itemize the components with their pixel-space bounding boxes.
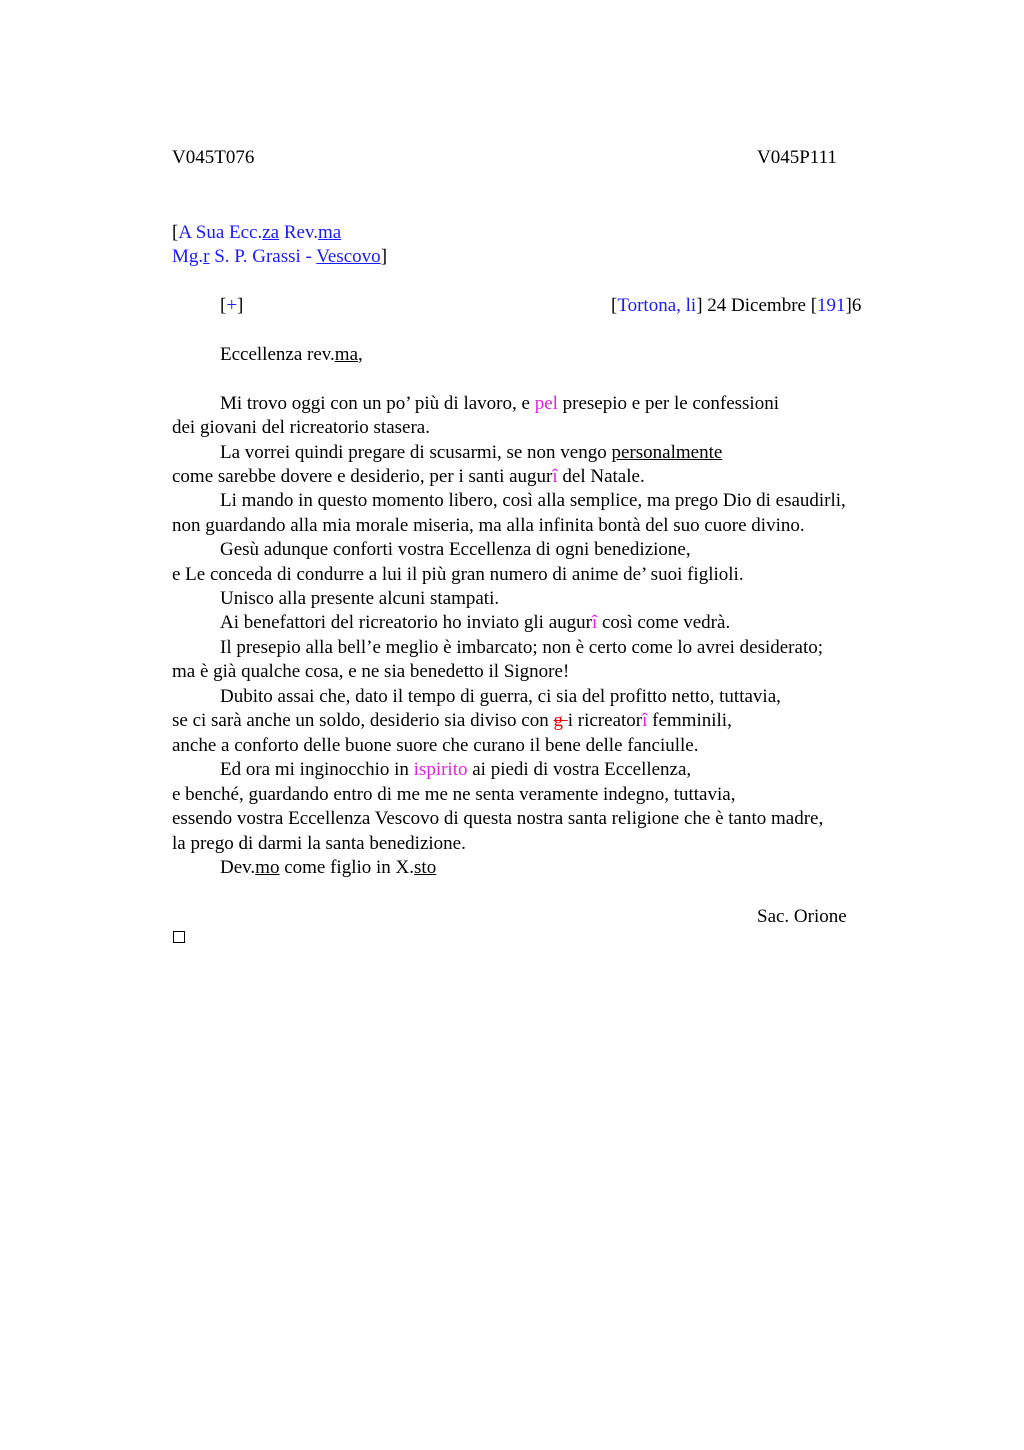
body-underlined: personalmente xyxy=(611,442,723,463)
body-line-15: anche a conforto delle buone suore che curano il bene delle fanciulle. xyxy=(172,735,699,756)
body-line-18: essendo vostra Eccellenza Vescovo di questa nostra santa religione che è tanto madre, xyxy=(172,808,824,829)
body-line-9: Unisco alla presente alcuni stampati. xyxy=(220,588,500,609)
closing-line xyxy=(220,856,436,880)
body-line-14 xyxy=(172,709,732,733)
body-text: se ci sarà anche un soldo, desiderio sia diviso con xyxy=(172,710,554,731)
body-underlined: mo xyxy=(255,857,280,878)
body-text: come figlio in X. xyxy=(279,857,415,878)
body-line-16 xyxy=(220,758,691,782)
bracket: ] xyxy=(845,295,852,316)
bracket: [ xyxy=(172,222,179,243)
body-text: ai piedi di vostra Eccellenza, xyxy=(467,759,692,780)
letter-date xyxy=(611,294,861,318)
body-line-12: ma è già qualche cosa, e ne sia benedetto il Signore! xyxy=(172,661,570,682)
body-line-3 xyxy=(220,441,722,465)
body-line-2: dei giovani del ricreatorio stasera. xyxy=(172,417,430,438)
body-line-5: Li mando in questo momento libero, così alla semplice, ma prego Dio di esaudirli, xyxy=(220,490,846,511)
salutation xyxy=(220,343,363,367)
date-year-end: 6 xyxy=(851,295,862,316)
salutation-text: Eccellenza rev. xyxy=(220,344,335,365)
body-line-6: non guardando alla mia morale miseria, ma alla infinita bontà del suo cuore divino. xyxy=(172,515,805,536)
body-line-17: e benché, guardando entro di me me ne senta veramente indegno, tuttavia, xyxy=(172,784,736,805)
body-text: così come vedrà. xyxy=(597,612,731,633)
body-text: presepio e per le confessioni xyxy=(557,393,779,414)
address-line-1 xyxy=(172,221,341,245)
body-text: Ai benefattori del ricreatorio ho inviato gli augur xyxy=(220,612,592,633)
date-year-part: 191 xyxy=(817,295,846,316)
body-correction: î xyxy=(552,466,558,487)
body-text: Dev. xyxy=(220,857,256,878)
address-abbrev: ma xyxy=(317,222,342,243)
bracket: ] xyxy=(696,295,703,316)
body-line-1 xyxy=(220,392,779,416)
body-text: La vorrei quindi pregare di scusarmi, se non vengo xyxy=(220,442,612,463)
body-line-13: Dubito assai che, dato il tempo di guerra, ci sia del profitto netto, tuttavia, xyxy=(220,686,781,707)
body-line-7: Gesù adunque conforti vostra Eccellenza di ogni benedizione, xyxy=(220,539,691,560)
body-correction: ispirito xyxy=(413,759,468,780)
date-place: Tortona, li xyxy=(617,295,697,316)
bracket: [ xyxy=(810,295,818,316)
bracket: ] xyxy=(237,295,244,316)
body-correction: pel xyxy=(534,393,558,414)
address-text: S. P. Grassi - xyxy=(209,246,317,267)
bracket: [ xyxy=(611,295,618,316)
salutation-comma: , xyxy=(358,344,363,365)
date-day-month: 24 Dicembre xyxy=(702,295,811,316)
address-text: A Sua Ecc. xyxy=(178,222,263,243)
address-text: Rev. xyxy=(279,222,318,243)
body-text: del Natale. xyxy=(557,466,645,487)
body-underlined: sto xyxy=(414,857,437,878)
bracket: ] xyxy=(380,246,388,267)
body-deletion: g xyxy=(553,710,568,731)
address-title: Vescovo xyxy=(316,246,381,267)
bracket: [ xyxy=(220,295,227,316)
address-text: Mg. xyxy=(172,246,204,267)
body-line-4 xyxy=(172,465,645,489)
signature: Sac. Orione xyxy=(757,906,847,927)
document-code-left: V045T076 xyxy=(172,147,255,168)
body-text: come sarebbe dovere e desiderio, per i santi augur xyxy=(172,466,553,487)
cross-mark xyxy=(220,294,243,318)
address-abbrev: r xyxy=(203,246,210,267)
body-line-8: e Le conceda di condurre a lui il più gran numero di anime de’ suoi figlioli. xyxy=(172,564,744,585)
salutation-abbrev: ma xyxy=(334,344,359,365)
body-line-19: la prego di darmi la santa benedizione. xyxy=(172,833,466,854)
body-correction: î xyxy=(642,710,648,731)
address-line-2 xyxy=(172,245,387,269)
document-code-right: V045P111 xyxy=(757,147,837,168)
body-text: femminili, xyxy=(647,710,732,731)
body-text: Mi trovo oggi con un po’ più di lavoro, e xyxy=(220,393,535,414)
end-box-icon xyxy=(173,931,185,943)
body-correction: î xyxy=(591,612,598,633)
body-text: Ed ora mi inginocchio in xyxy=(220,759,414,780)
cross-sign: + xyxy=(226,295,238,316)
address-abbrev: za xyxy=(262,222,280,243)
body-text: i ricreator xyxy=(567,710,643,731)
body-line-10 xyxy=(220,611,730,635)
body-line-11: Il presepio alla bell’e meglio è imbarcato; non è certo come lo avrei desiderato; xyxy=(220,637,823,658)
